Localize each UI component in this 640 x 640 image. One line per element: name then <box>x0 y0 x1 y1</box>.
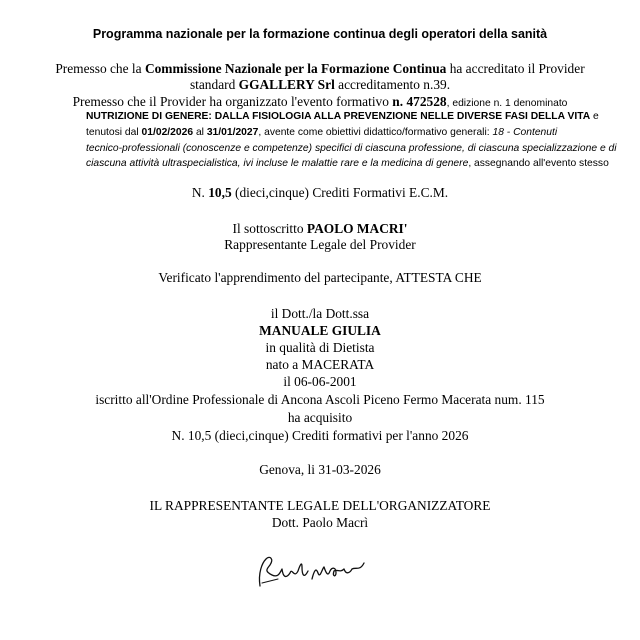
text: Il sottoscritto <box>232 221 307 236</box>
ecm-credits <box>0 185 640 201</box>
footer-role: IL RAPPRESENTANTE LEGALE DELL'ORGANIZZATORE <box>149 498 491 513</box>
objective-line-2 <box>86 141 617 157</box>
accreditation-line-2 <box>0 77 640 93</box>
participant-birthdate: il 06-06-2001 <box>283 374 357 389</box>
document-title: Programma nazionale per la formazione continua degli operatori della sanità <box>92 27 548 41</box>
event-dates-line <box>86 125 606 141</box>
participant-order: iscritto all'Ordine Professionale di Ancona Ascoli Piceno Fermo Macerata num. 115 <box>95 392 545 407</box>
participant-credits: N. 10,5 (dieci,cinque) Crediti formativi per l'anno 2026 <box>171 428 469 443</box>
text: Premesso che la <box>55 61 145 76</box>
attestation: Verificato l'apprendimento del partecipante, ATTESTA CHE <box>158 270 482 285</box>
credits-number: 10,5 <box>208 185 232 200</box>
objective-text: tecnico-professionali (conoscenze e competenze) specifici di ciascuna professione, di ciascuna specializzazione e di <box>86 143 617 154</box>
signature-image <box>252 553 392 593</box>
participant-acquired: ha acquisito <box>287 410 353 425</box>
text: tenutosi dal <box>86 127 142 138</box>
footer-name: Dott. Paolo Macrì <box>271 515 369 530</box>
commission-name: Commissione Nazionale per la Formazione Continua <box>144 61 447 76</box>
objective-text: 18 - Contenuti <box>492 127 558 138</box>
text: (dieci,cinque) Crediti Formativi E.C.M. <box>231 185 449 200</box>
text: , assegnando all'evento stesso <box>468 158 609 169</box>
participant-birthplace: nato a MACERATA <box>265 357 375 372</box>
text: ha accreditato il Provider <box>446 61 585 76</box>
objective-text: ciascuna attività ultraspecialistica, ivi incluse le malattie rare e la medicina di genere <box>86 158 469 169</box>
text: e <box>590 111 599 122</box>
signer-name: PAOLO MACRI' <box>306 221 408 236</box>
participant-profession: in qualità di Dietista <box>265 340 375 355</box>
event-number: n. 472528 <box>392 94 447 109</box>
place-date: Genova, li 31-03-2026 <box>259 462 381 477</box>
date-to: 31/01/2027 <box>206 127 259 138</box>
signer-line <box>0 221 640 237</box>
text: N. <box>191 185 209 200</box>
event-name: NUTRIZIONE DI GENERE: DALLA FISIOLOGIA ALLA PREVENZIONE NELLE DIVERSE FASI DELLA VITA <box>86 111 591 122</box>
date-from: 01/02/2026 <box>141 127 194 138</box>
provider-name: GGALLERY Srl <box>238 77 335 92</box>
signer-role: Rappresentante Legale del Provider <box>224 237 416 252</box>
text: al <box>193 127 207 138</box>
text: accreditamento n.39. <box>334 77 451 92</box>
event-intro-line <box>0 94 640 110</box>
participant-name: MANUALE GIULIA <box>259 323 381 338</box>
text: standard <box>189 77 239 92</box>
event-name-line <box>86 109 606 125</box>
objective-line-3 <box>86 156 609 172</box>
accreditation-line-1 <box>0 61 640 77</box>
participant-salutation: il Dott./la Dott.ssa <box>270 306 370 321</box>
text: , avente come obiettivi didattico/formativo generali: <box>258 127 493 138</box>
edition: , edizione n. 1 denominato <box>446 98 568 109</box>
text: Premesso che il Provider ha organizzato l'evento formativo <box>72 94 393 109</box>
